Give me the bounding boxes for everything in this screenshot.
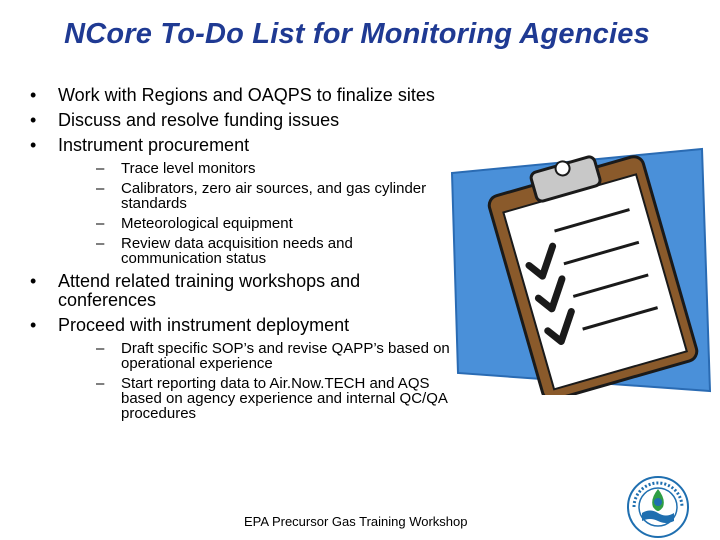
sub-bullet-item [96,161,450,176]
sub-bullet-text: Meteorological equipment [121,215,293,232]
bullet-dot: • [30,271,37,291]
slide-title: NCore To-Do List for Monitoring Agencies [64,18,650,50]
bullet-item [30,86,450,105]
bullet-item [30,272,450,310]
bullet-text: Discuss and resolve funding issues [58,110,340,130]
bullet-text: Attend related training workshops and conferences [58,271,361,310]
sub-bullet-text: Draft specific SOP’s and revise QAPP’s based on operational experience [121,340,450,372]
sub-bullet-dash: – [96,375,105,392]
sub-bullet-dash: – [96,215,105,232]
sub-bullet-item [96,236,450,266]
sub-bullet-text: Trace level monitors [121,160,256,177]
footer-text: EPA Precursor Gas Training Workshop [244,514,468,529]
bullet-text: Work with Regions and OAQPS to finalize sites [58,85,435,105]
sub-bullet-text: Calibrators, zero air sources, and gas cylinder standards [121,180,427,212]
bullet-item [30,316,450,335]
sub-bullet-item [96,181,450,211]
sub-bullet-item [96,216,450,231]
bullet-dot: • [30,135,37,155]
bullet-dot: • [30,110,37,130]
sub-bullet-list [96,161,450,266]
epa-seal-logo [626,475,690,539]
sub-bullet-text: Start reporting data to Air.Now.TECH and AQS based on agency experience and internal QC/QA procedures [121,375,448,422]
sub-bullet-dash: – [96,340,105,357]
sub-bullet-text: Review data acquisition needs and communication status [121,235,353,267]
sub-bullet-dash: – [96,160,105,177]
bullet-item [30,136,450,155]
bullet-item [30,111,450,130]
sub-bullet-item [96,376,450,421]
bullet-dot: • [30,315,37,335]
sub-bullet-list [96,341,450,421]
bullet-dot: • [30,85,37,105]
sub-bullet-dash: – [96,235,105,252]
sub-bullet-dash: – [96,180,105,197]
bullet-text: Instrument procurement [58,135,250,155]
clipboard-checklist-icon [450,145,712,395]
sub-bullet-item [96,341,450,371]
bullet-text: Proceed with instrument deployment [58,315,350,335]
bullet-list [30,86,450,427]
